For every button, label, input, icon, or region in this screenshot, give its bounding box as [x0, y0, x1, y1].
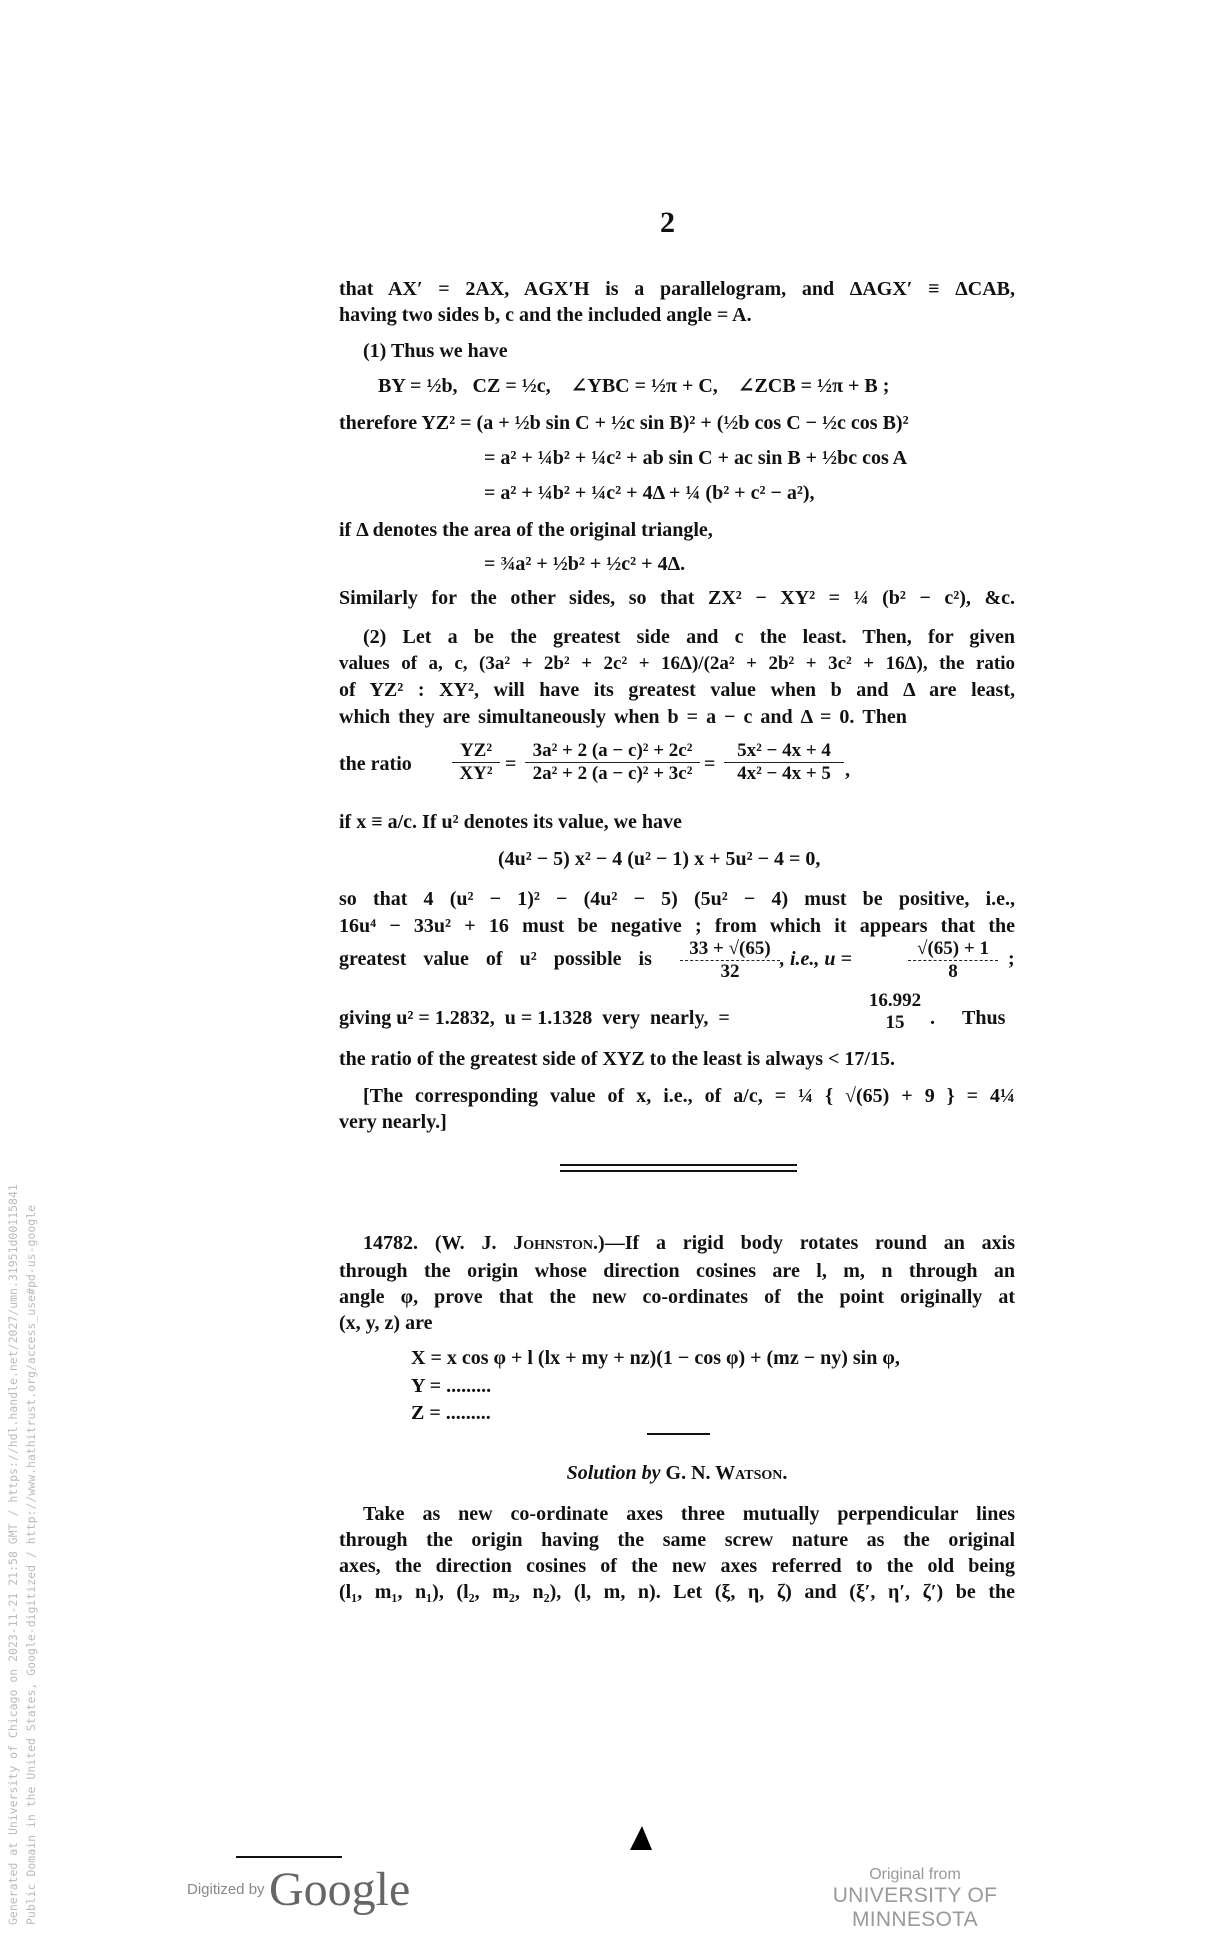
equation-line: = a² + ¼b² + ¼c² + ab sin C + ac sin B + ½bc cos A — [484, 447, 908, 469]
numerator: 5x² − 4x + 4 — [737, 740, 831, 761]
fraction — [680, 938, 780, 983]
text-line: 16u⁴ − 33u² + 16 must be negative ; from which it appears that the — [339, 915, 1015, 937]
equation-line: BY = ½b, CZ = ½c, ∠YBC = ½π + C, ∠ZCB = ½π + B ; — [378, 375, 890, 397]
text-line: values of a, c, (3a² + 2b² + 2c² + 16Δ)/(2a² + 2b² + 3c² + 16Δ), the ratio — [339, 653, 1015, 674]
original-from-label: Original from — [869, 1866, 961, 1883]
short-rule — [647, 1433, 710, 1435]
denominator: 4x² − 4x + 5 — [724, 762, 844, 785]
fraction — [525, 740, 700, 785]
denominator: 32 — [680, 960, 780, 983]
signature-rule — [236, 1856, 342, 1858]
semicolon: ; — [1008, 948, 1015, 970]
text-line: giving u² = 1.2832, u = 1.1328 very nearly, = — [339, 1007, 730, 1029]
denominator: 2a² + 2 (a − c)² + 3c² — [525, 762, 700, 785]
equation-line: Z = ......... — [411, 1402, 491, 1424]
equals: = — [505, 753, 517, 775]
denominator: XY² — [452, 762, 500, 785]
text-line: having two sides b, c and the included angle = A. — [339, 304, 752, 326]
equation-line: (4u² − 5) x² − 4 (u² − 1) x + 5u² − 4 = 0, — [498, 848, 821, 870]
digitized-by-label: Digitized by — [187, 1881, 265, 1898]
numerator: 16.992 — [868, 990, 922, 1011]
solution-label: Solution by — [566, 1462, 661, 1484]
original-source — [770, 1866, 1060, 1932]
text-line: Similarly for the other sides, so that ZX² − XY² = ¼ (b² − c²), &c. — [339, 587, 1015, 609]
text-line: greatest value of u² possible is — [339, 948, 652, 970]
text-line: (1) Thus we have — [363, 340, 508, 362]
text-line: which they are simultaneously when b = a − c and Δ = 0. Then — [339, 706, 907, 728]
equation-line: Y = ......... — [411, 1375, 492, 1397]
text-line: —If a rigid body rotates round an axis — [604, 1232, 1015, 1254]
comma: , — [845, 759, 850, 781]
numerator: √(65) + 1 — [917, 938, 989, 959]
text-line: if x ≡ a/c. If u² denotes its value, we have — [339, 811, 682, 833]
text-line: , i.e., u = — [780, 948, 852, 970]
text-line: very nearly.] — [339, 1111, 447, 1133]
fraction — [724, 740, 844, 785]
numerator: 33 + √(65) — [689, 938, 771, 959]
equals: = — [704, 753, 716, 775]
text-line: through the origin having the same screw nature as the original — [339, 1529, 1015, 1551]
problem-number: 14782. — [363, 1232, 418, 1254]
text-line: (2) Let a be the greatest side and c the least. Then, for given — [363, 626, 1015, 648]
numerator: YZ² — [459, 740, 493, 761]
solution-author: G. N. Watson. — [665, 1462, 788, 1484]
google-logo: Google — [269, 1863, 411, 1916]
page-number: 2 — [660, 206, 675, 239]
problem-heading-line — [339, 1230, 1015, 1256]
numerator: 3a² + 2 (a − c)² + 2c² — [532, 740, 693, 761]
institution-name: UNIVERSITY OF MINNESOTA — [832, 1884, 998, 1931]
google-digitized-logo — [187, 1862, 410, 1917]
text-line: so that 4 (u² − 1)² − (4u² − 5) (5u² − 4) must be positive, i.e., — [339, 888, 1015, 910]
text-line: [The corresponding value of x, i.e., of a/c, = ¼ { √(65) + 9 } = 4¼ — [363, 1085, 1015, 1107]
denominator: 8 — [908, 960, 998, 983]
text-line: axes, the direction cosines of the new axes referred to the old being — [339, 1555, 1015, 1577]
text-line: (l₁, m₁, n₁), (l₂, m₂, n₂), (l, m, n). Let (ξ, η, ζ) and (ξ′, η′, ζ′) be the — [339, 1581, 1015, 1603]
text-line: angle φ, prove that the new co-ordinates of the point originally at — [339, 1286, 1015, 1308]
problem-author: (W. J. Johnston.) — [434, 1232, 605, 1254]
text-line: (x, y, z) are — [339, 1312, 433, 1334]
fraction — [862, 990, 928, 1034]
text-line: of YZ² : XY², will have its greatest value when b and Δ are least, — [339, 679, 1015, 701]
double-rule-top — [560, 1164, 797, 1166]
text-line: Take as new co-ordinate axes three mutually perpendicular lines — [363, 1503, 1015, 1525]
text-line: the ratio of the greatest side of XYZ to the least is always < 17/15. — [339, 1048, 895, 1070]
double-rule-bottom — [560, 1170, 797, 1172]
signature-mark-icon — [630, 1826, 652, 1850]
text-line: through the origin whose direction cosines are l, m, n through an — [339, 1260, 1015, 1282]
denominator: 15 — [885, 1012, 905, 1033]
margin-generated-notice: Generated at University of Chicago on 2023-11-21 21:58 GMT / https://hdl.handle.net/2027/umn.31951d00115841 — [6, 1184, 20, 1925]
equation-line: therefore YZ² = (a + ½b sin C + ½c sin B)² + (½b cos C − ½c cos B)² — [339, 412, 909, 434]
equation-line: X = x cos φ + l (lx + my + nz)(1 − cos φ) + (mz − ny) sin φ, — [411, 1347, 900, 1369]
text-line: Thus — [962, 1007, 1006, 1029]
text-line: that AX′ = 2AX, AGX′H is a parallelogram, and ΔAGX′ ≡ ΔCAB, — [339, 278, 1015, 300]
text-line: if Δ denotes the area of the original triangle, — [339, 519, 713, 541]
equation-line: = a² + ¼b² + ¼c² + 4Δ + ¼ (b² + c² − a²), — [484, 482, 815, 504]
margin-domain-notice: Public Domain in the United States, Google-digitized / http://www.hathitrust.org/access_use#pd-us-google — [24, 1204, 38, 1925]
equation-line: = ¾a² + ½b² + ½c² + 4Δ. — [484, 553, 686, 575]
solution-heading — [339, 1460, 1015, 1486]
fraction — [452, 740, 500, 785]
period: . — [930, 1007, 935, 1029]
ratio-label: the ratio — [339, 753, 412, 775]
fraction — [908, 938, 998, 983]
